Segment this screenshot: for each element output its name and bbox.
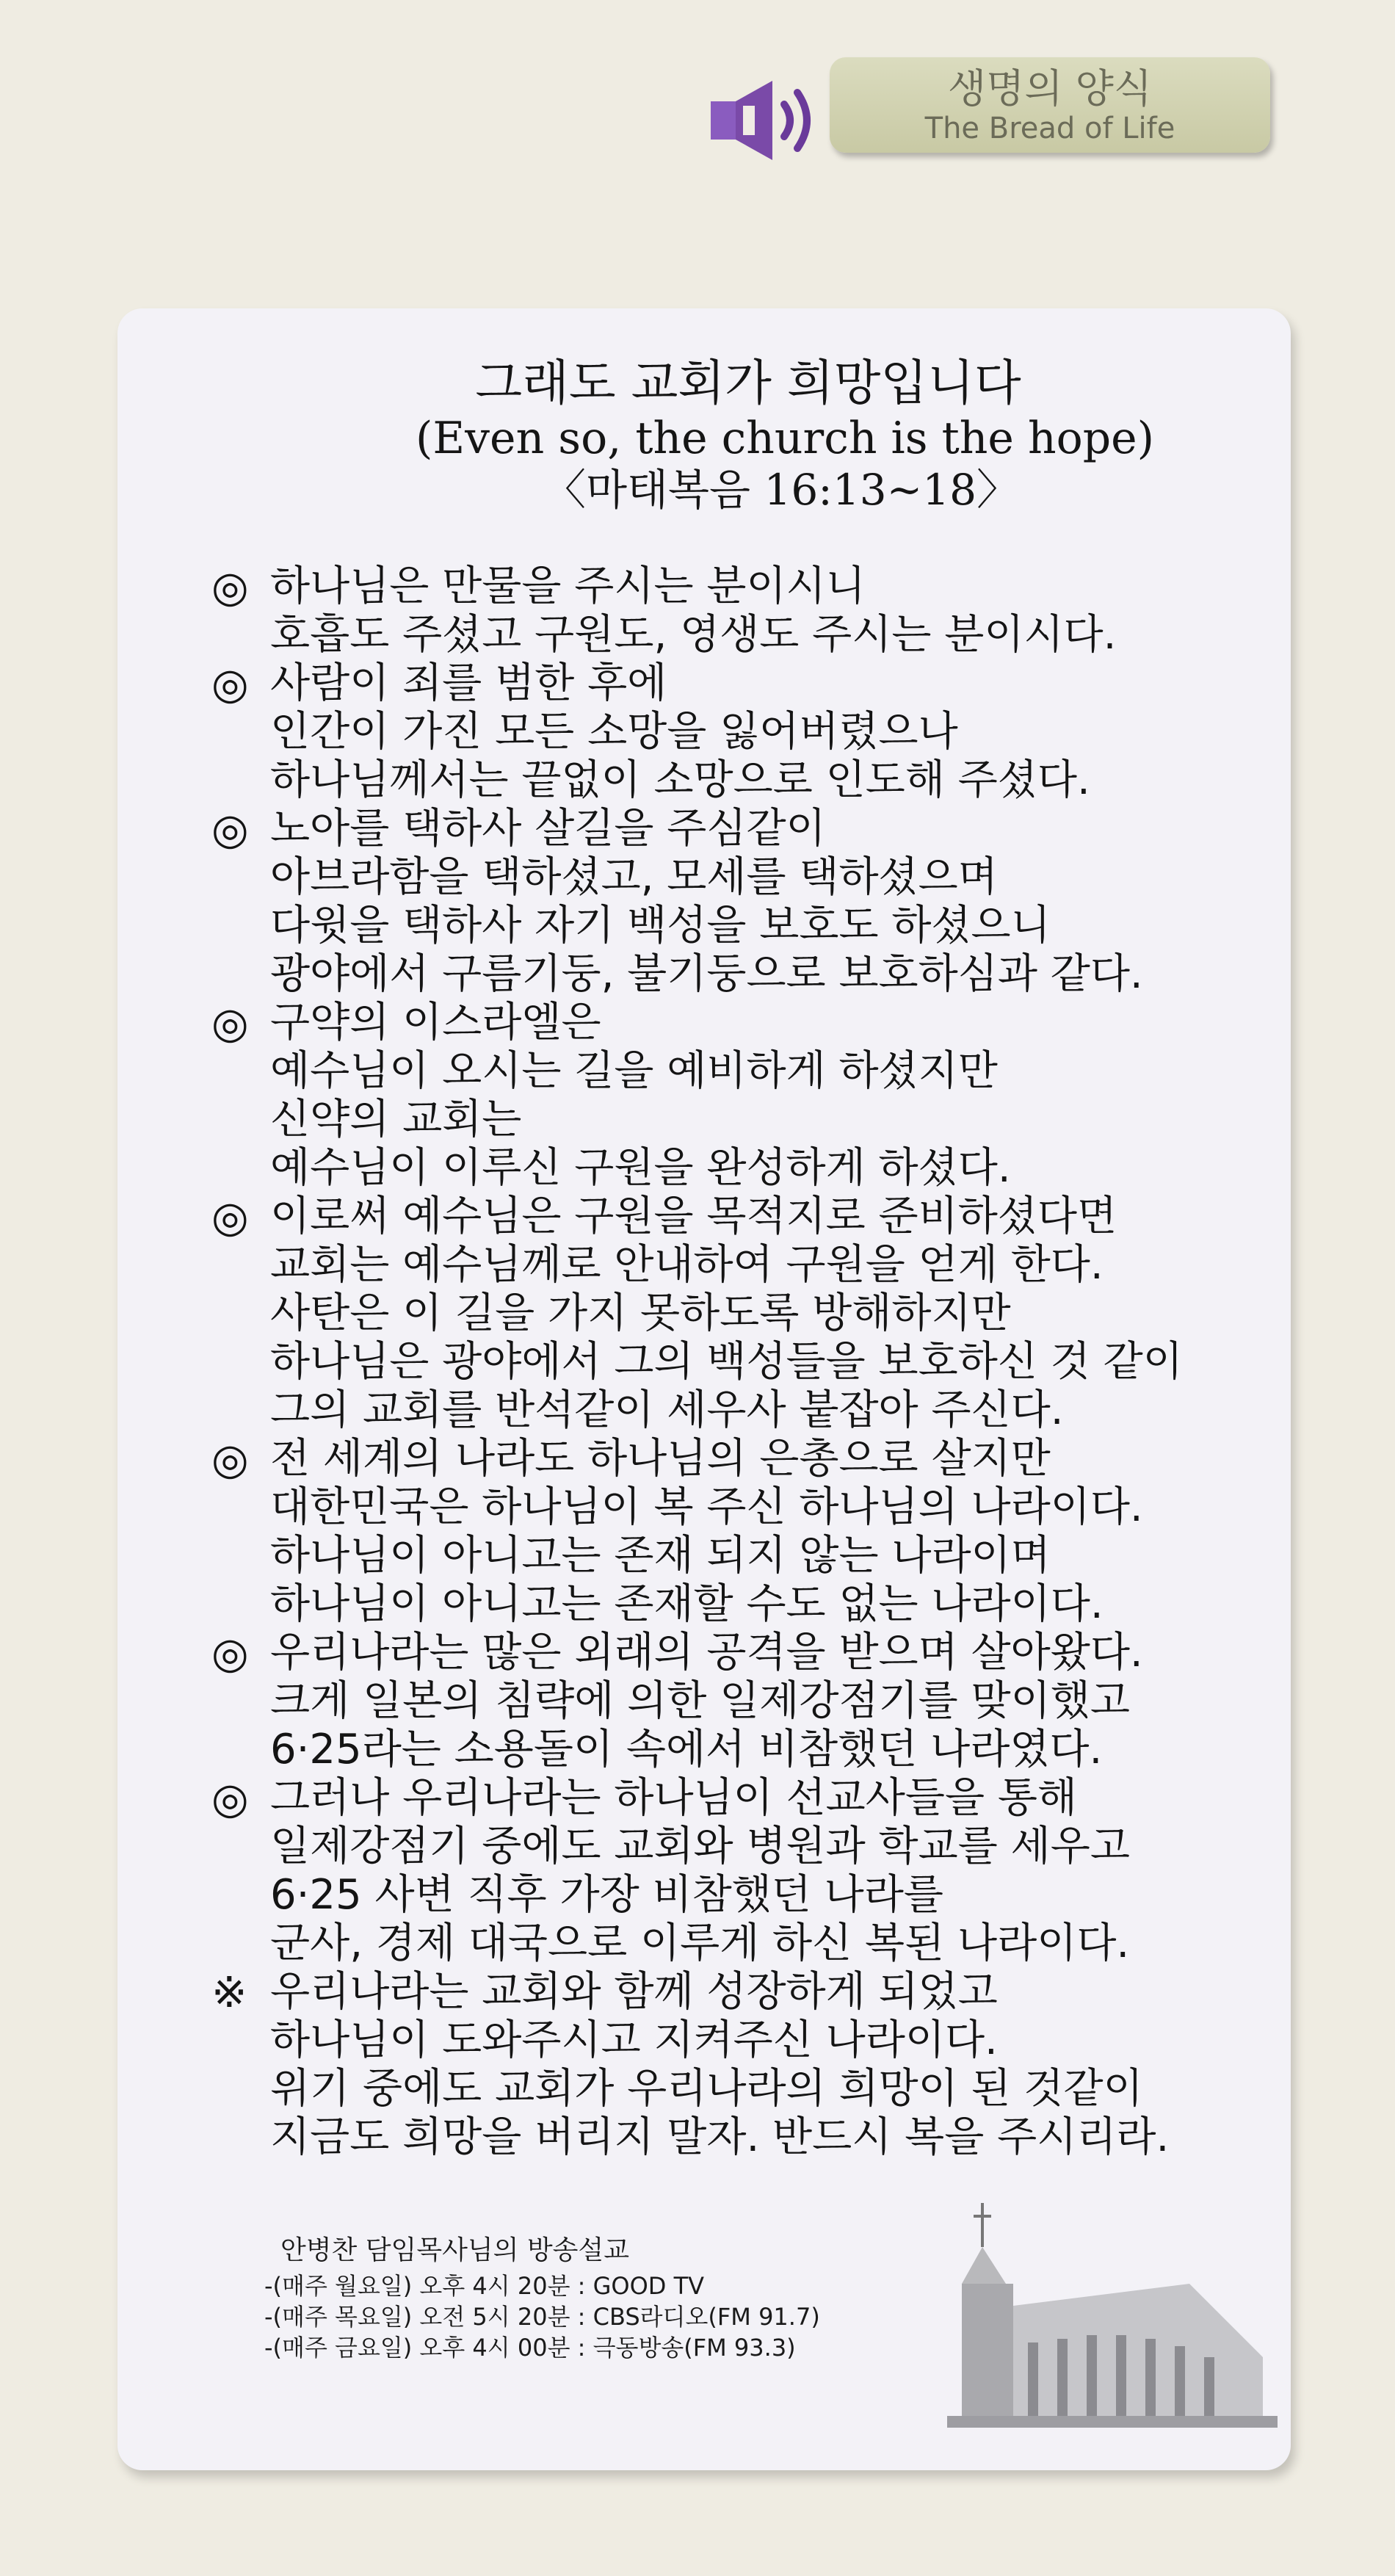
sermon-paragraph — [211, 1968, 1276, 2162]
sermon-line: 다윗을 택하사 자기 백성을 보호도 하셨으니 — [270, 902, 1051, 949]
paragraph-lines — [270, 562, 1276, 659]
sermon-line: 지금도 희망을 버리지 말자. 반드시 복을 주시리라. — [270, 2113, 1170, 2161]
sermon-line: 그러나 우리나라는 하나님이 선교사들을 통해 — [270, 1774, 1078, 1822]
speaker-icon[interactable] — [705, 76, 830, 164]
sermon-line: 하나님이 도와주시고 지켜주신 나라이다. — [270, 2016, 998, 2064]
bread-of-life-badge[interactable] — [830, 57, 1270, 153]
sermon-paragraph — [211, 1435, 1276, 1629]
sermon-line: 위기 중에도 교회가 우리나라의 희망이 된 것같이 — [270, 2065, 1143, 2113]
sermon-line: 교회는 예수님께로 안내하여 구원을 얻게 한다. — [270, 1241, 1104, 1289]
sermon-line: 사람이 죄를 범한 후에 — [270, 659, 667, 707]
sermon-line: 그의 교회를 반석같이 세우사 붙잡아 주신다. — [270, 1386, 1064, 1434]
sermon-line: 하나님이 아니고는 존재 되지 않는 나라이며 — [270, 1532, 1051, 1580]
sermon-paragraph — [211, 562, 1276, 659]
scripture-reference: 〈마태복음 16:13~18〉 — [543, 465, 1020, 515]
sermon-line: 구약의 이스라엘은 — [270, 999, 601, 1046]
sermon-line: 사탄은 이 길을 가지 못하도록 방해하지만 — [270, 1289, 1011, 1337]
header — [705, 44, 1307, 169]
sermon-line: 6·25 사변 직후 가장 비참했던 나라를 — [270, 1871, 943, 1919]
paragraph-bullet: ◎ — [211, 1434, 249, 1484]
paragraph-lines — [270, 805, 1276, 999]
sermon-line: 노아를 택하사 살길을 주심같이 — [270, 805, 826, 853]
sermon-line: 예수님이 이루신 구원을 완성하게 하셨다. — [270, 1144, 1011, 1192]
sermon-line: 광야에서 구름기둥, 불기둥으로 보호하심과 같다. — [270, 950, 1143, 998]
sermon-line: 하나님께서는 끝없이 소망으로 인도해 주셨다. — [270, 756, 1090, 804]
sermon-line: 하나님은 광야에서 그의 백성들을 보호하신 것 같이 — [270, 1338, 1183, 1386]
broadcast-schedule-thursday: -(매주 목요일) 오전 5시 20분 : CBS라디오(FM 91.7) — [264, 2303, 820, 2331]
sermon-paragraph — [211, 999, 1276, 1193]
broadcast-schedule-friday: -(매주 금요일) 오후 4시 00분 : 극동방송(FM 93.3) — [264, 2334, 796, 2362]
church-building-icon — [947, 2196, 1278, 2438]
sermon-paragraph — [211, 1774, 1276, 1968]
sermon-line: 전 세계의 나라도 하나님의 은총으로 살지만 — [270, 1435, 1051, 1483]
paragraph-bullet: ※ — [211, 1967, 247, 2017]
paragraph-bullet: ◎ — [211, 562, 249, 612]
sermon-line: 인간이 가진 모든 소망을 잃어버렸으나 — [270, 708, 958, 756]
broadcast-title: 안병찬 담임목사님의 방송설교 — [280, 2235, 629, 2265]
sermon-card — [117, 308, 1291, 2470]
sermon-line: 크게 일본의 침략에 의한 일제강점기를 맞이했고 — [270, 1677, 1130, 1725]
sermon-title: 그래도 교회가 희망입니다 — [475, 355, 1021, 411]
paragraph-lines — [270, 1629, 1276, 1774]
sermon-line: 군사, 경제 대국으로 이루게 하신 복된 나라이다. — [270, 1920, 1130, 1967]
paragraph-bullet: ◎ — [211, 1628, 249, 1678]
sermon-body — [211, 562, 1276, 2162]
sermon-paragraph — [211, 1193, 1276, 1435]
paragraph-bullet: ◎ — [211, 804, 249, 854]
sermon-line: 일제강점기 중에도 교회와 병원과 학교를 세우고 — [270, 1823, 1130, 1870]
sermon-line: 호흡도 주셨고 구원도, 영생도 주시는 분이시다. — [270, 611, 1117, 659]
sermon-line: 아브라함을 택하셨고, 모세를 택하셨으며 — [270, 853, 998, 901]
sermon-paragraph — [211, 659, 1276, 805]
sermon-titles — [117, 354, 1291, 515]
sermon-line: 하나님이 아니고는 존재할 수도 없는 나라이다. — [270, 1580, 1104, 1628]
sermon-line: 신약의 교회는 — [270, 1096, 522, 1143]
broadcast-schedule-monday: -(매주 월요일) 오후 4시 20분 : GOOD TV — [264, 2272, 705, 2300]
sermon-title-english: (Even so, the church is the hope) — [415, 413, 1155, 464]
paragraph-lines — [270, 1774, 1276, 1968]
paragraph-lines — [270, 1193, 1276, 1435]
sermon-line: 이로써 예수님은 구원을 목적지로 준비하셨다면 — [270, 1193, 1117, 1240]
paragraph-lines — [270, 1435, 1276, 1629]
paragraph-lines — [270, 999, 1276, 1193]
sermon-line: 우리나라는 많은 외래의 공격을 받으며 살아왔다. — [270, 1629, 1143, 1676]
paragraph-bullet: ◎ — [211, 1773, 249, 1823]
sermon-paragraph — [211, 1629, 1276, 1774]
badge-title-korean: 생명의 양식 — [948, 65, 1152, 112]
sermon-line: 예수님이 오시는 길을 예비하게 하셨지만 — [270, 1047, 998, 1095]
sermon-line: 하나님은 만물을 주시는 분이시니 — [270, 562, 866, 610]
paragraph-bullet: ◎ — [211, 998, 249, 1048]
sermon-line: 대한민국은 하나님이 복 주신 하나님의 나라이다. — [270, 1483, 1143, 1531]
paragraph-bullet: ◎ — [211, 1192, 249, 1242]
sermon-line: 6·25라는 소용돌이 속에서 비참했던 나라였다. — [270, 1726, 1103, 1773]
paragraph-lines — [270, 1968, 1276, 2162]
paragraph-bullet: ◎ — [211, 659, 249, 709]
broadcast-info — [264, 2231, 820, 2363]
sermon-line: 우리나라는 교회와 함께 성장하게 되었고 — [270, 1968, 998, 2016]
sermon-paragraph — [211, 805, 1276, 999]
badge-title-english: The Bread of Life — [924, 112, 1175, 145]
paragraph-lines — [270, 659, 1276, 805]
